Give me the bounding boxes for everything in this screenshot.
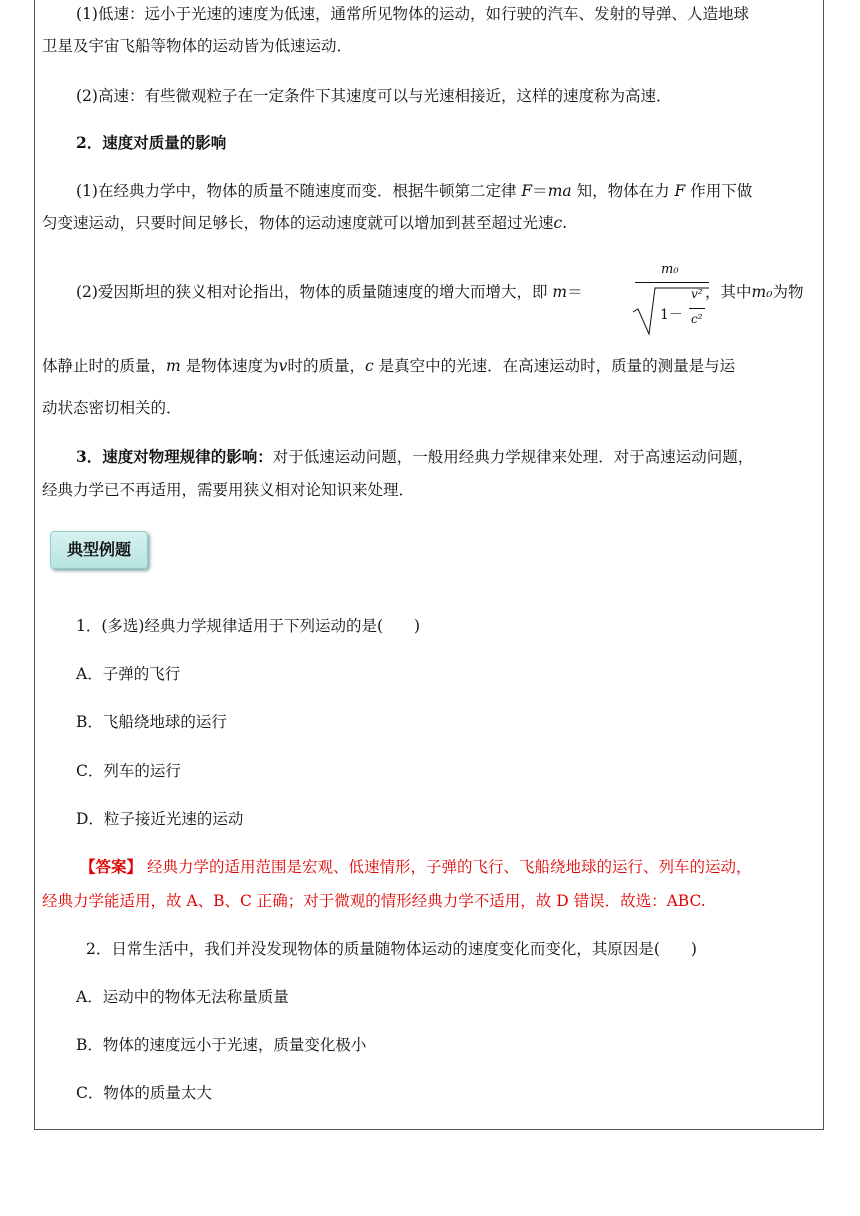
einstein-line-1: (2)爱因斯坦的狭义相对论指出，物体的质量随速度的增大而增大，即 m＝ [76,283,583,301]
example-badge: 典型例题 [50,531,148,569]
mass-title: 2．速度对质量的影响 [76,133,227,152]
content-frame [34,0,824,1130]
q1-option-d: D．粒子接近光速的运动 [76,810,244,828]
q2-option-a: A．运动中的物体无法称量质量 [76,988,289,1006]
low-speed-line-1: (1)低速：远小于光速的速度为低速，通常所见物体的运动，如行驶的汽车、发射的导弹、人造地球 [76,5,749,23]
q1-answer-line-2: 经典力学能适用，故 A、B、C 正确；对于微观的情形经典力学不适用，故 D 错误．故选：ABC. [42,892,706,910]
q1-option-a: A．子弹的飞行 [76,665,181,683]
q2-option-c: C．物体的质量太大 [76,1084,212,1102]
q2-stem: 2．日常生活中，我们并没发现物体的质量随物体运动的速度变化而变化，其原因是( ) [86,940,697,958]
formula-v2: v² [691,287,703,301]
einstein-line-2: 体静止时的质量，m 是物体速度为v时的质量，c 是真空中的光速．在高速运动时，质量的测量是与运 [42,357,736,375]
low-speed-line-2: 卫星及宇宙飞船等物体的运动皆为低速运动． [42,37,353,55]
inner-fraction-bar [689,308,705,309]
q1-option-b: B．飞船绕地球的运行 [76,713,227,731]
formula-one-minus: 1－ [660,307,683,323]
mass-formula [625,262,715,340]
high-speed-line: (2)高速：有些微观粒子在一定条件下其速度可以与光速相接近，这样的速度称为高速． [76,87,672,105]
q1-option-c: C．列车的运行 [76,762,181,780]
einstein-line-3: 动状态密切相关的． [42,399,182,417]
law-line-2: 经典力学已不再适用，需要用狭义相对论知识来处理． [42,481,415,499]
formula-c2: c² [691,312,703,326]
classical-line-1: (1)在经典力学中，物体的质量不随速度而变．根据牛顿第二定律 F＝ma 知，物体在力 F 作用下做 [76,182,753,200]
q1-stem: 1．(多选)经典力学规律适用于下列运动的是( ) [76,617,421,635]
answer-tag: 【答案】 [80,857,143,876]
formula-numerator: m₀ [661,262,679,277]
einstein-line-1-tail: ，其中m₀为物 [705,283,804,301]
q1-answer-line-1: 【答案】 经典力学的适用范围是宏观、低速情形，子弹的飞行、飞船绕地球的运行、列车的运动， [80,857,752,876]
sqrt-sign [625,262,715,340]
q2-option-b: B．物体的速度远小于光速，质量变化极小 [76,1036,367,1054]
law-line-1: 3．速度对物理规律的影响：对于低速运动问题，一般用经典力学规律来处理．对于高速运动问题， [76,447,754,466]
classical-line-2: 匀变速运动，只要时间足够长，物体的运动速度就可以增加到甚至超过光速c. [42,214,568,232]
